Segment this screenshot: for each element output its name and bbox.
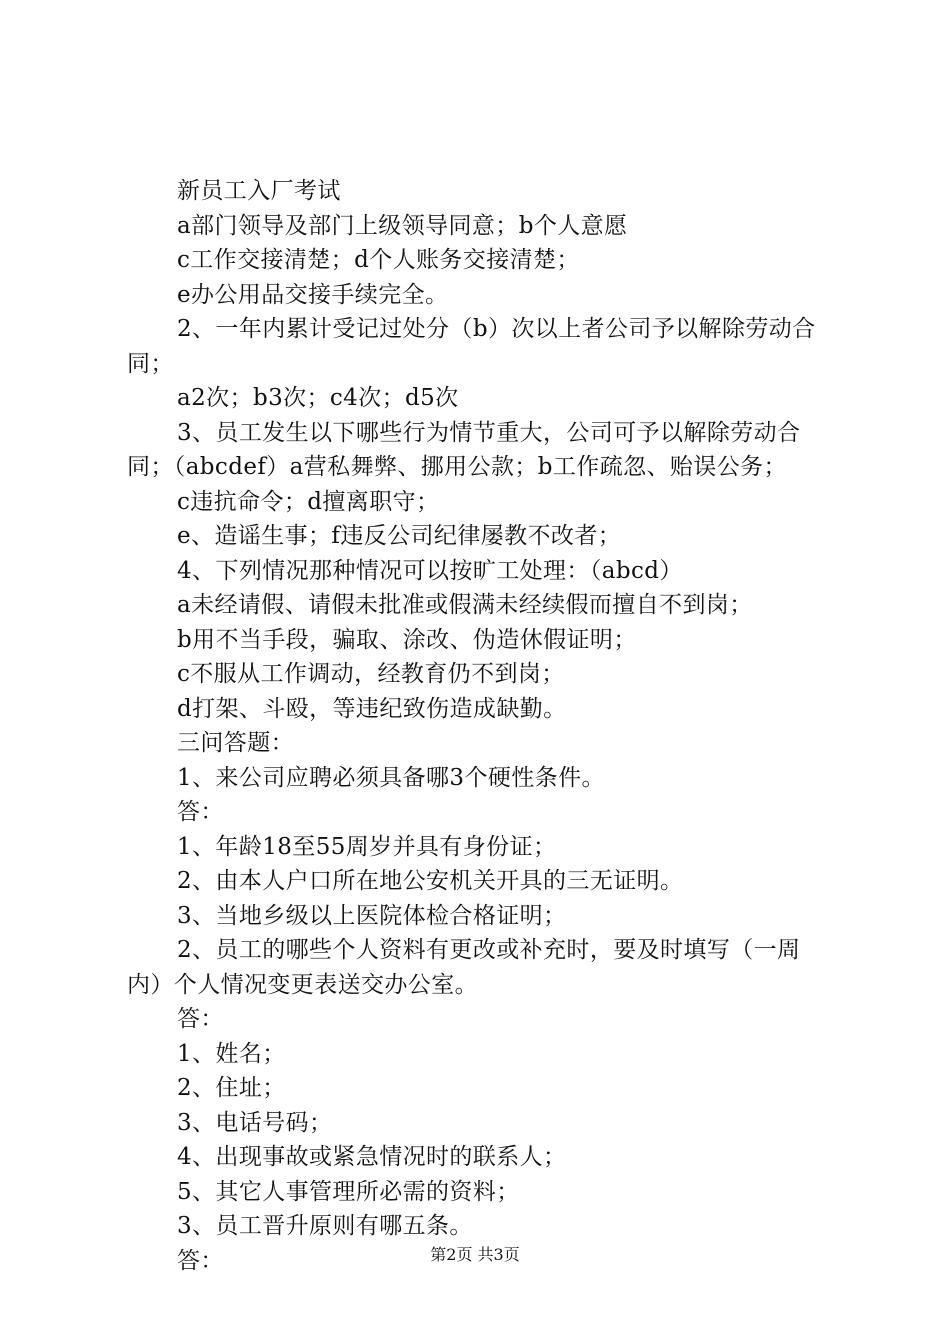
paragraph: a部门领导及部门上级领导同意；b个人意愿 bbox=[177, 212, 628, 239]
paragraph: 2、员工的哪些个人资料有更改或补充时，要及时填写（一周内）个人情况变更表送交办公室。 bbox=[127, 937, 801, 998]
paragraph: 1、来公司应聘必须具备哪3个硬性条件。 bbox=[177, 764, 605, 791]
paragraph: 3、员工发生以下哪些行为情节重大，公司可予以解除劳动合同；（abcdef）a营私舞弊、挪用公款；b工作疏忽、贻误公务； bbox=[127, 419, 801, 480]
paragraph: 2、住址； bbox=[177, 1075, 286, 1101]
paragraph: 3、当地乡级以上医院体检合格证明； bbox=[177, 902, 567, 929]
document-body bbox=[127, 174, 832, 1278]
paragraph: c工作交接清楚；d个人账务交接清楚； bbox=[177, 247, 580, 273]
paragraph: e、造谣生事；f违反公司纪律屡教不改者； bbox=[177, 523, 622, 549]
paragraph: a未经请假、请假未批准或假满未经续假而擅自不到岗； bbox=[177, 592, 753, 618]
paragraph: 4、下列情况那种情况可以按旷工处理：（abcd） bbox=[177, 557, 683, 584]
paragraph: 3、员工晋升原则有哪五条。 bbox=[177, 1213, 473, 1239]
paragraph: 5、其它人事管理所必需的资料； bbox=[177, 1178, 520, 1205]
paragraph: 1、姓名； bbox=[177, 1040, 286, 1067]
paragraph: c违抗命令；d擅离职守； bbox=[177, 488, 440, 515]
paragraph: 答： bbox=[177, 799, 224, 825]
paragraph: 新员工入厂考试 bbox=[177, 178, 341, 204]
paragraph: 3、电话号码； bbox=[177, 1109, 333, 1136]
paragraph: e办公用品交接手续完全。 bbox=[177, 281, 449, 308]
paragraph: a2次；b3次；c4次；d5次 bbox=[177, 385, 459, 411]
paragraph: c不服从工作调动，经教育仍不到岗； bbox=[177, 661, 565, 687]
paragraph: d打架、斗殴，等违纪致伤造成缺勤。 bbox=[177, 695, 567, 722]
section-heading: 三问答题： bbox=[177, 730, 294, 756]
paragraph: 2、由本人户口所在地公安机关开具的三无证明。 bbox=[177, 868, 684, 894]
paragraph: b用不当手段，骗取、涂改、伪造休假证明； bbox=[177, 626, 637, 653]
paragraph: 4、出现事故或紧急情况时的联系人； bbox=[177, 1144, 567, 1170]
paragraph: 1、年龄18至55周岁并具有身份证； bbox=[177, 833, 557, 860]
paragraph: 答： bbox=[177, 1247, 224, 1274]
page-number-footer: 第2页 共3页 bbox=[430, 1245, 520, 1264]
paragraph: 答： bbox=[177, 1006, 224, 1032]
paragraph: 2、一年内累计受记过处分（b）次以上者公司予以解除劳动合同； bbox=[127, 316, 816, 377]
